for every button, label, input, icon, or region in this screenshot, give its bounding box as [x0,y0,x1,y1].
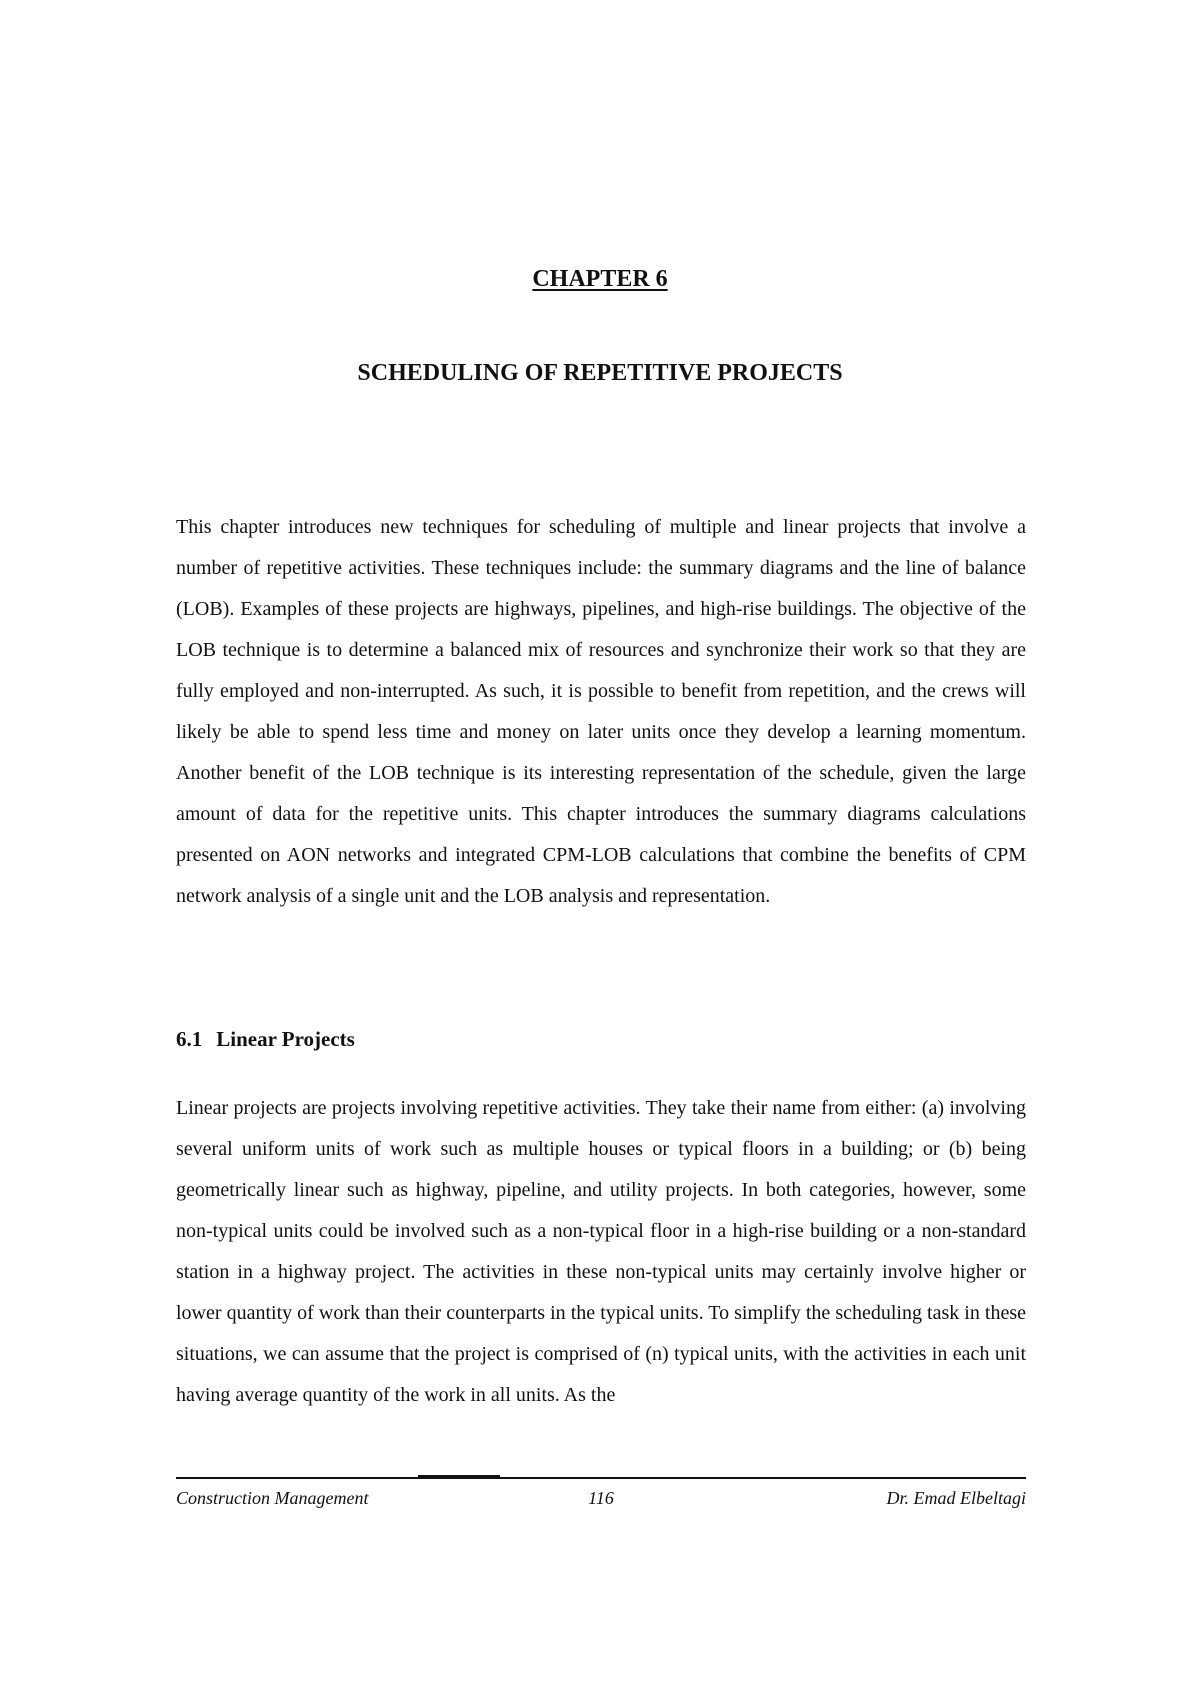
footer-book-title: Construction Management [176,1488,369,1508]
chapter-number: CHAPTER 6 [532,266,668,292]
section-paragraph: Linear projects are projects involving repetitive activities. They take their name from either: (a) involving several uniform units of work such as multiple houses or typical floors in a building; or (b) being geometrically linear such as highway, pipeline, and utility projects. In both categories, however, some non-typical units could be involved such as a non-typical floor in a high-rise building or a non-standard station in a highway project. The activities in these non-typical units may certainly involve higher or lower quantity of work than their counterparts in the typical units. To simplify the scheduling task in these situations, we can assume that the project is comprised of (n) typical units, with the activities in each unit having average quantity of the work in all units. As the [176,1097,1026,1406]
footer-page-number: 116 [588,1488,614,1508]
section-number: 6.1 [176,1027,203,1051]
intro-paragraph: This chapter introduces new techniques for scheduling of multiple and linear projects that involve a number of repetitive activities. These techniques include: the summary diagrams and the line of balance (LOB). Examples of these projects are highways, pipelines, and high-rise buildings. The objective of the LOB technique is to determine a balanced mix of resources and synchronize their work so that they are fully employed and non-interrupted. As such, it is possible to benefit from repetition, and the crews will likely be able to spend less time and money on later units once they develop a learning momentum. Another benefit of the LOB technique is its interesting representation of the schedule, given the large amount of data for the repetitive units. This chapter introduces the summary diagrams calculations presented on AON networks and integrated CPM-LOB calculations that combine the benefits of CPM network analysis of a single unit and the LOB analysis and representation. [176,516,1026,907]
section-title: Linear Projects [216,1027,355,1051]
footer-rule [176,1477,1026,1479]
section-heading [176,1027,355,1052]
footer-rule-accent [418,1475,500,1479]
chapter-title: SCHEDULING OF REPETITIVE PROJECTS [357,360,843,386]
footer-author: Dr. Emad Elbeltagi [886,1488,1026,1508]
page-footer [176,1488,1026,1512]
